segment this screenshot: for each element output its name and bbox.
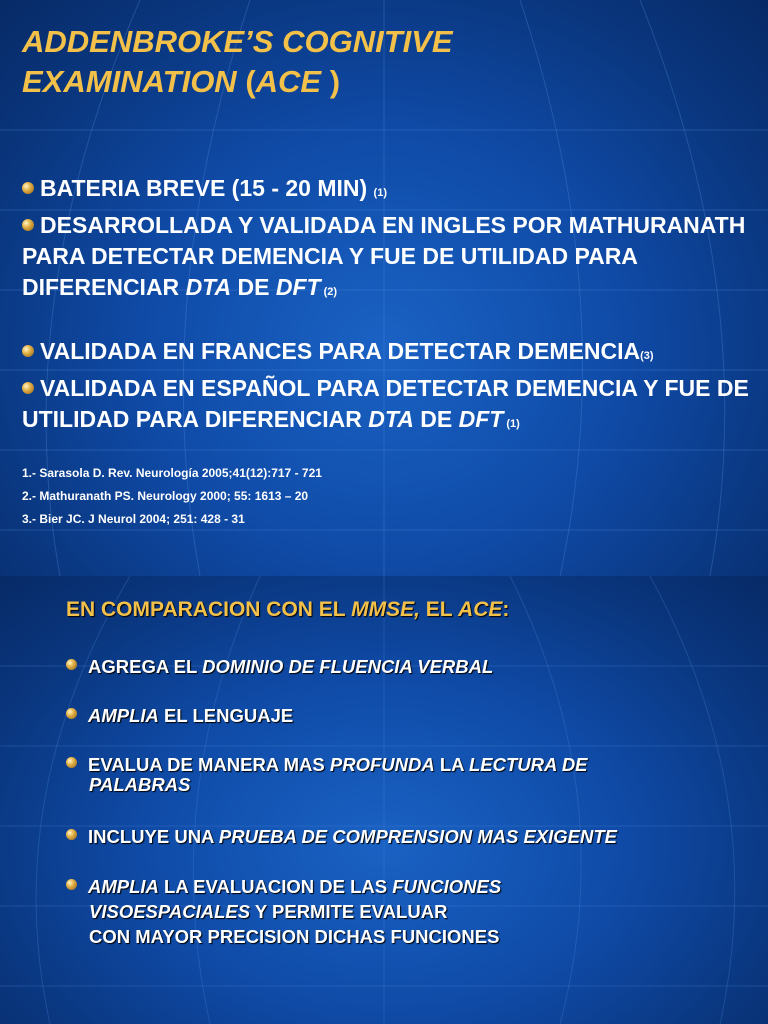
bullet-validada-espanol: VALIDADA EN ESPAÑOL PARA DETECTAR DEMENCIA Y FUE DE UTILIDAD PARA DIFERENCIAR DTA DE DFT (1) [22,375,749,432]
bullet-icon [66,757,77,768]
bullet-icon [22,345,34,357]
bullet-desarrollada: DESARROLLADA Y VALIDADA EN INGLES POR MATHURANATH PARA DETECTAR DEMENCIA Y FUE DE UTILIDAD PARA DIFERENCIAR DTA DE DFT (2) [22,212,746,300]
reference-3: 3.- Bier JC. J Neurol 2004; 251: 428 - 31 [22,512,245,526]
item-comprension: INCLUYE UNA PRUEBA DE COMPRENSION MAS EXIGENTE [66,825,706,849]
slide-2 [0,576,768,1024]
bullet-bateria-breve: BATERIA BREVE (15 - 20 MIN) (1) [22,173,752,209]
bullet-icon [22,182,34,194]
globe-grid-background [0,576,768,1024]
reference-2: 2.- Mathuranath PS. Neurology 2000; 55: 1613 – 20 [22,489,309,503]
comparison-heading: EN COMPARACION CON EL MMSE, EL ACE: [66,598,510,621]
item-lenguaje: AMPLIA EL LENGUAJE [66,704,706,728]
slide-title: ADDENBROKE’S COGNITIVE EXAMINATION (ACE ) [22,24,453,99]
item-fluencia-verbal: AGREGA EL DOMINIO DE FLUENCIA VERBAL [66,655,706,679]
item-lectura: EVALUA DE MANERA MAS PROFUNDA LA LECTURA DE PALABRAS [66,755,706,795]
bullet-icon [66,879,77,890]
bullet-icon [66,708,77,719]
bullet-validada-frances: VALIDADA EN FRANCES PARA DETECTAR DEMENCIA(3) [22,336,752,372]
bullet-icon [66,829,77,840]
bullet-icon [66,659,77,670]
item-visoespaciales: AMPLIA LA EVALUACION DE LAS FUNCIONES VISOESPACIALES Y PERMITE EVALUAR CON MAYOR PRECISION DICHAS FUNCIONES [66,874,706,949]
reference-1: 1.- Sarasola D. Rev. Neurología 2005;41(12):717 - 721 [22,466,322,480]
bullet-icon [22,382,34,394]
bullet-icon [22,219,34,231]
references [22,462,322,531]
